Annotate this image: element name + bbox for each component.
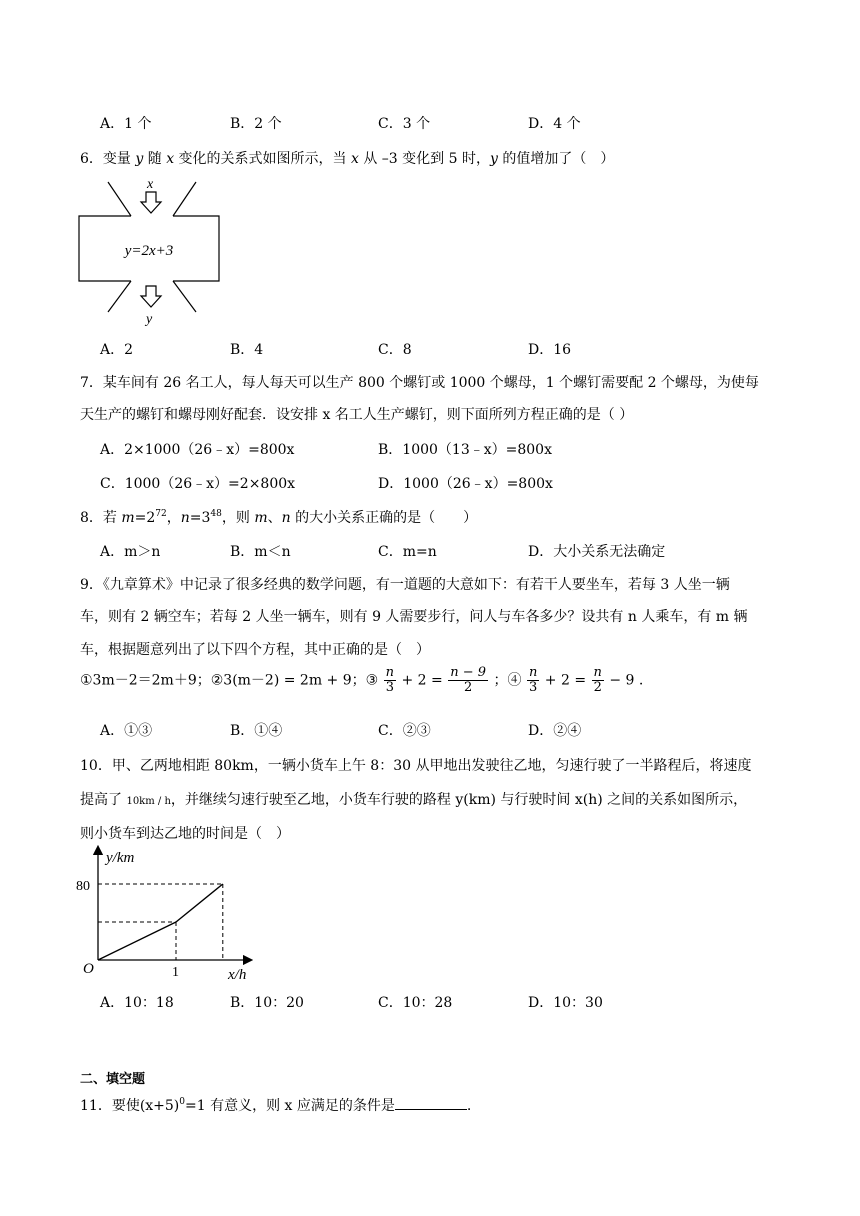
q7-option-a: A．2×1000（26﹣x）=800x	[100, 442, 295, 458]
q6-option-d: D．16	[528, 342, 572, 358]
q9-frac-3b: $\frac{n - 9}{2}$	[450, 665, 487, 695]
q10-segment-2	[176, 884, 223, 922]
q10-ylabel: y/km	[106, 850, 135, 866]
q10-line-1: 10．甲、乙两地相距 80km，一辆小货车上午 8：30 从甲地出发驶往乙地，匀速行驶了一半路程后，将速度	[80, 758, 752, 774]
q6-option-b: B．4	[230, 342, 264, 358]
q7-option-c: C．1000（26﹣x）=2×800x	[100, 476, 296, 492]
q10-xlabel: x/h	[228, 967, 247, 982]
q6-option-a: A．2	[100, 342, 134, 358]
q8-stem: 8．若 $m=2^{72}$，$n=3^{48}$，则 m、n 的大小关系正确的是（ ）	[80, 509, 478, 526]
q10-distance-time-graph	[76, 842, 266, 982]
q9-option-b: B．①④	[230, 723, 283, 739]
q9-frac-4b: $\frac{n}{2}$	[593, 665, 602, 695]
q9-option-c: C．②③	[378, 723, 431, 739]
q11-answer-blank[interactable]	[395, 1097, 467, 1110]
section-title-fill-in: 二、填空题	[80, 1072, 146, 1087]
q9-line-1: 9．《九章算术》中记录了很多经典的数学问题，有一道题的大意如下：有若干人要坐车，若每 3 人坐一辆	[80, 577, 730, 593]
q6-input-label: x	[147, 177, 154, 192]
q10-option-a: A．10：18	[100, 995, 174, 1011]
q7-option-b: B．1000（13﹣x）=800x	[378, 442, 552, 458]
q6-output-label: y	[146, 312, 153, 326]
q10-line-2: 提高了 10km / h，并继续匀速行驶至乙地，小货车行驶的路程 y(km) 与行驶时间 x(h) 之间的关系如图所示，	[80, 792, 748, 808]
q8-option-a: A．m＞n	[100, 544, 161, 560]
q9-line-2: 车，则有 2 辆空车；若每 2 人坐一辆车，则有 9 人需要步行，问人与车各多少？设共有 n 人乘车，有 m 辆	[80, 609, 748, 625]
q5-option-d: D．4 个	[528, 116, 581, 132]
q9-option-a: A．①③	[100, 723, 153, 739]
q10-option-b: B．10：20	[230, 995, 304, 1011]
q8-option-c: C．m=n	[378, 544, 437, 560]
q6-formula: y=2x+3	[124, 243, 174, 259]
q10-line-3: 则小货车到达乙地的时间是（ ）	[80, 826, 290, 842]
q7-option-d: D．1000（26﹣x）=800x	[378, 476, 553, 492]
q6-stem: 6．变量 y 随 x 变化的关系式如图所示，当 x 从 –3 变化到 5 时，y 的值增加了（ ）	[80, 151, 615, 167]
q10-y-tick-80: 80	[76, 879, 90, 894]
q9-line-3: 车，根据题意列出了以下四个方程，其中正确的是（ ）	[80, 642, 430, 658]
q10-segment-1	[98, 922, 176, 960]
q9-frac-4a: $\frac{n}{3}$	[528, 665, 538, 695]
q9-option-d: D．②④	[528, 723, 582, 739]
q6-machine-diagram	[76, 176, 226, 326]
q5-option-a: A．1 个	[100, 116, 152, 132]
q9-equations: ①3m－2＝2m＋9；②3(m－2) = 2m + 9；③ $\frac{n}{3}$ + 2 = $\frac{n - 9}{2}$ ；④ $\frac{n}{3}$ + 2 = $\frac{n}{2}$ − 9 .	[80, 665, 644, 695]
q10-option-c: C．10：28	[378, 995, 453, 1011]
q11-stem: 11．要使$(x+5)^0=1$ 有意义，则 x 应满足的条件是 .	[80, 1097, 472, 1114]
q5-option-c: C．3 个	[378, 116, 431, 132]
q8-option-d: D．大小关系无法确定	[528, 544, 666, 560]
q8-option-b: B．m＜n	[230, 544, 291, 560]
q10-x-tick-1: 1	[172, 965, 179, 980]
q9-eq2: 3(m－2) = 2m + 9	[223, 672, 352, 689]
q7-line-1: 7．某车间有 26 名工人，每人每天可以生产 800 个螺钉或 1000 个螺母，1 个螺钉需要配 2 个螺母，为使每	[80, 375, 759, 391]
q5-option-b: B．2 个	[230, 116, 282, 132]
q9-frac-3a: $\frac{n}{3}$	[385, 665, 395, 695]
q10-option-d: D．10：30	[528, 995, 603, 1011]
q7-line-2: 天生产的螺钉和螺母刚好配套．设安排 x 名工人生产螺钉，则下面所列方程正确的是（ ）	[80, 407, 634, 423]
q6-option-c: C．8	[378, 342, 412, 358]
q10-origin: O	[83, 961, 94, 977]
